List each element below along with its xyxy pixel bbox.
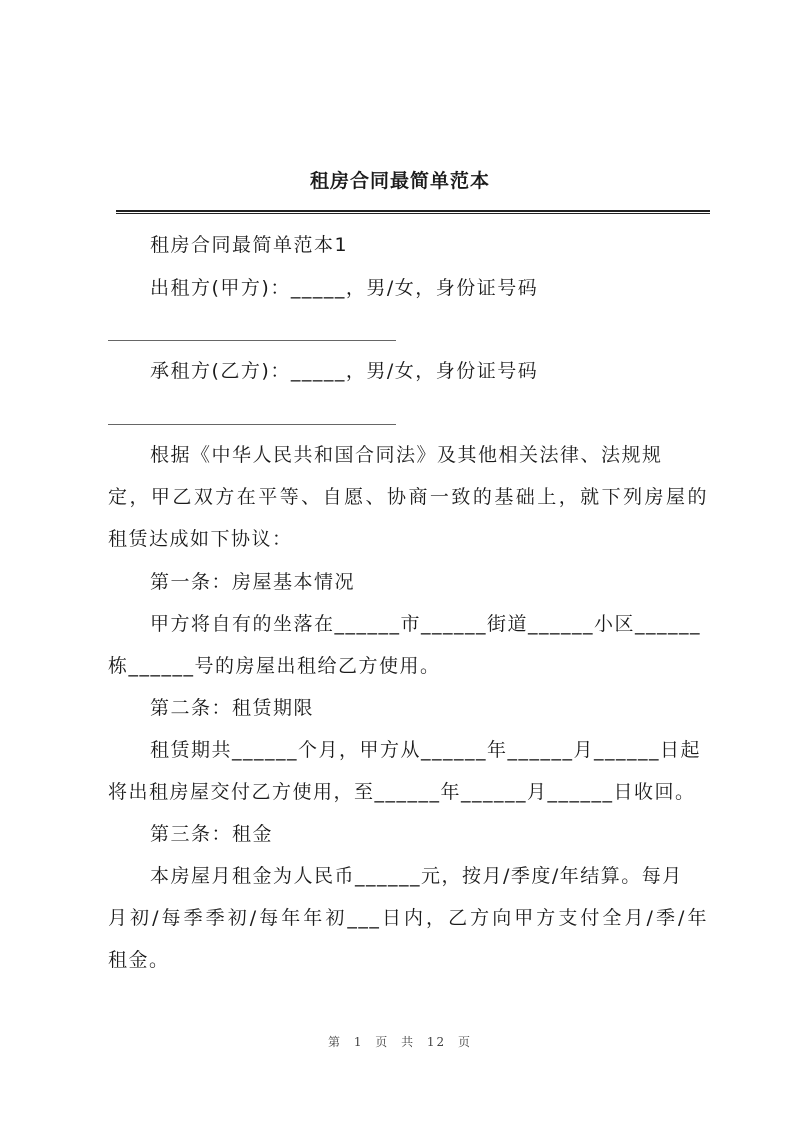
paragraph-line: 本房屋月租金为人民币______元，按月/季度/年结算。每月 [150,865,683,887]
paragraph-line: 租赁期共______个月，甲方从______年______月______日起 [150,739,702,761]
article-heading: 第二条：租赁期限 [150,697,315,719]
article-heading: 第一条：房屋基本情况 [150,571,356,593]
page-title: 租房合同最简单范本 [309,170,490,192]
page-number: 第 1 页 共 12 页 [328,1035,472,1049]
paragraph-line: 租金。 [108,949,170,971]
paragraph-line: 租赁达成如下协议： [108,528,293,550]
paragraph-line: 月初/每季季初/每年年初___日内，乙方向甲方支付全月/季/年 [108,907,708,929]
paragraph-line: 将出租房屋交付乙方使用，至______年______月______日收回。 [108,781,696,803]
title-divider [116,210,710,214]
paragraph-line: 甲方将自有的坐落在______市______街道______小区______ [150,613,702,635]
lessee-id-blank [108,424,396,425]
paragraph-line: 栋______号的房屋出租给乙方使用。 [108,655,441,677]
lessee-line: 承租方(乙方)：_____，男/女，身份证号码 [150,360,539,382]
section-heading: 租房合同最简单范本1 [150,234,349,256]
paragraph-line: 根据《中华人民共和国合同法》及其他相关法律、法规规 [150,444,663,466]
lessor-line: 出租方(甲方)：_____，男/女，身份证号码 [150,277,539,299]
lessor-id-blank [108,340,396,341]
article-heading: 第三条：租金 [150,823,274,845]
paragraph-line: 定，甲乙双方在平等、自愿、协商一致的基础上，就下列房屋的 [108,486,708,508]
